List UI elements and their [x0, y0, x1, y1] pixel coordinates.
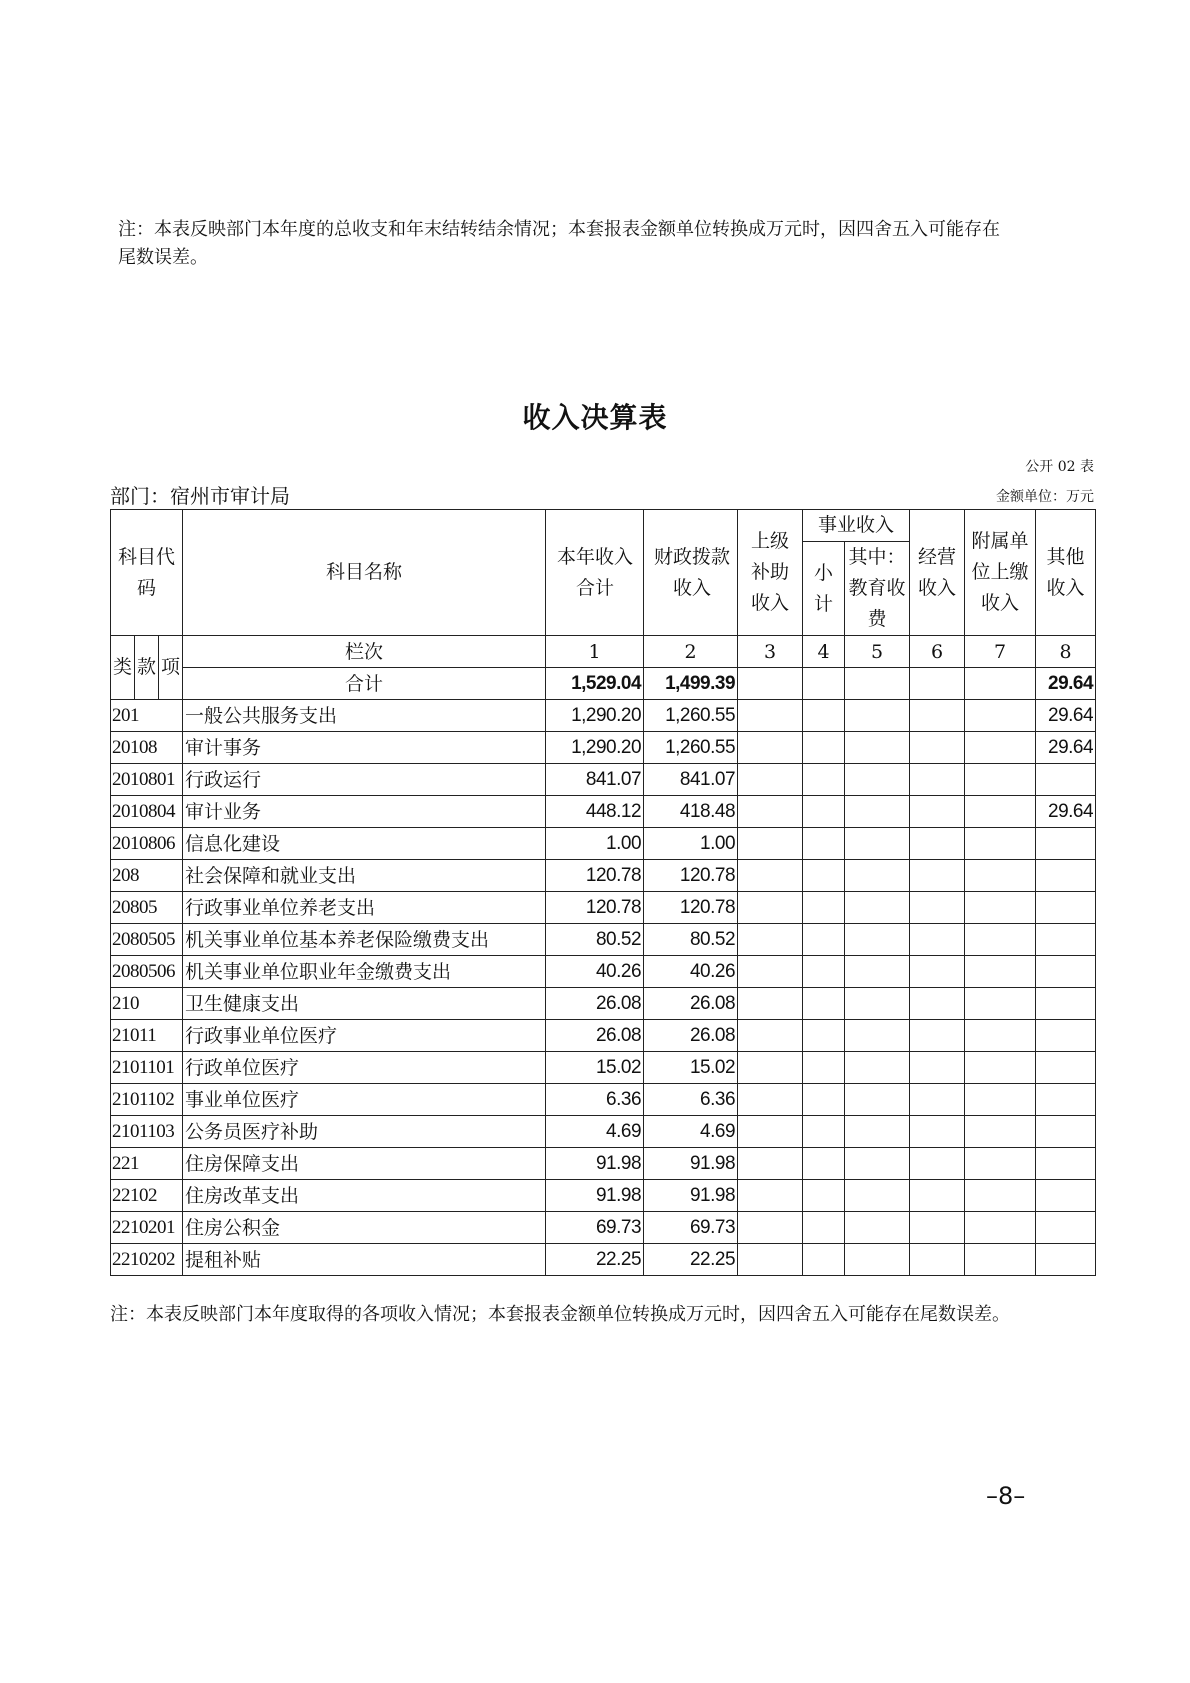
col-number-2: 2 — [644, 636, 738, 668]
table-row — [111, 1052, 1096, 1084]
row-col8 — [1036, 1084, 1096, 1116]
row-col4 — [803, 1052, 845, 1084]
row-col5 — [845, 924, 910, 956]
row-col5 — [845, 1148, 910, 1180]
table-row — [111, 700, 1096, 732]
col-number-8: 8 — [1036, 636, 1096, 668]
row-col3 — [738, 828, 803, 860]
row-col7 — [965, 700, 1036, 732]
row-col8 — [1036, 1244, 1096, 1276]
header-business: 事业收入 — [803, 510, 910, 542]
table-row — [111, 1020, 1096, 1052]
row-code: 201 — [111, 700, 183, 732]
row-col8 — [1036, 1148, 1096, 1180]
total-col7 — [965, 668, 1036, 700]
table-row — [111, 924, 1096, 956]
row-col8 — [1036, 1020, 1096, 1052]
row-col2: 841.07 — [644, 764, 738, 796]
row-col4 — [803, 1244, 845, 1276]
row-col6 — [910, 1116, 965, 1148]
row-col1: 1,290.20 — [546, 732, 644, 764]
row-col5 — [845, 1084, 910, 1116]
row-name: 行政事业单位医疗 — [183, 1020, 546, 1052]
row-col2: 418.48 — [644, 796, 738, 828]
row-col3 — [738, 764, 803, 796]
row-col6 — [910, 1180, 965, 1212]
form-number: 公开 02 表 — [1025, 459, 1094, 475]
row-code: 2080506 — [111, 956, 183, 988]
row-col5 — [845, 988, 910, 1020]
row-col6 — [910, 700, 965, 732]
row-col4 — [803, 1148, 845, 1180]
header-col8: 其他收入 — [1036, 510, 1096, 636]
row-col8 — [1036, 764, 1096, 796]
row-name: 一般公共服务支出 — [183, 700, 546, 732]
row-col2: 1,260.55 — [644, 732, 738, 764]
row-col6 — [910, 892, 965, 924]
row-col1: 69.73 — [546, 1212, 644, 1244]
row-code: 2101102 — [111, 1084, 183, 1116]
row-col8 — [1036, 1116, 1096, 1148]
table-row — [111, 892, 1096, 924]
row-col1: 91.98 — [546, 1148, 644, 1180]
income-table — [110, 509, 1096, 1276]
row-col3 — [738, 1180, 803, 1212]
table-row — [111, 764, 1096, 796]
row-col3 — [738, 1148, 803, 1180]
table-title: 收入决算表 — [522, 401, 668, 434]
header-lanci: 栏次 — [183, 636, 546, 668]
row-col7 — [965, 924, 1036, 956]
row-code: 21011 — [111, 1020, 183, 1052]
row-col8 — [1036, 892, 1096, 924]
row-code: 20805 — [111, 892, 183, 924]
row-col3 — [738, 700, 803, 732]
row-col7 — [965, 732, 1036, 764]
row-col3 — [738, 1020, 803, 1052]
table-row — [111, 1212, 1096, 1244]
row-col3 — [738, 1212, 803, 1244]
total-label: 合计 — [183, 668, 546, 700]
row-col8: 29.64 — [1036, 796, 1096, 828]
row-col1: 4.69 — [546, 1116, 644, 1148]
row-col4 — [803, 988, 845, 1020]
table-row — [111, 988, 1096, 1020]
row-col7 — [965, 860, 1036, 892]
row-col3 — [738, 924, 803, 956]
row-code: 221 — [111, 1148, 183, 1180]
row-col5 — [845, 1020, 910, 1052]
header-lei: 类 — [111, 636, 135, 700]
row-name: 事业单位医疗 — [183, 1084, 546, 1116]
row-col5 — [845, 860, 910, 892]
table-row — [111, 860, 1096, 892]
table-row — [111, 796, 1096, 828]
previous-note-line2: 尾数误差。 — [118, 247, 208, 268]
row-col8 — [1036, 860, 1096, 892]
row-col2: 40.26 — [644, 956, 738, 988]
row-col6 — [910, 796, 965, 828]
table-note: 注：本表反映部门本年度取得的各项收入情况；本套报表金额单位转换成万元时，因四舍五入可能存在尾数误差。 — [110, 1304, 1010, 1325]
row-name: 公务员医疗补助 — [183, 1116, 546, 1148]
row-col4 — [803, 1020, 845, 1052]
row-col1: 841.07 — [546, 764, 644, 796]
row-col2: 91.98 — [644, 1180, 738, 1212]
row-name: 信息化建设 — [183, 828, 546, 860]
row-col7 — [965, 1084, 1036, 1116]
row-col1: 448.12 — [546, 796, 644, 828]
total-col5 — [845, 668, 910, 700]
header-name: 科目名称 — [183, 510, 546, 636]
row-col8 — [1036, 1212, 1096, 1244]
header-col2: 财政拨款收入 — [644, 510, 738, 636]
row-code: 2010804 — [111, 796, 183, 828]
row-col8 — [1036, 956, 1096, 988]
row-col6 — [910, 988, 965, 1020]
row-col4 — [803, 892, 845, 924]
row-col7 — [965, 828, 1036, 860]
row-col7 — [965, 764, 1036, 796]
row-col6 — [910, 1052, 965, 1084]
col-number-3: 3 — [738, 636, 803, 668]
row-col8 — [1036, 988, 1096, 1020]
row-col7 — [965, 956, 1036, 988]
row-col1: 1,290.20 — [546, 700, 644, 732]
col-number-5: 5 — [845, 636, 910, 668]
row-col7 — [965, 1180, 1036, 1212]
row-col3 — [738, 956, 803, 988]
row-col8: 29.64 — [1036, 732, 1096, 764]
row-code: 2010806 — [111, 828, 183, 860]
row-col2: 22.25 — [644, 1244, 738, 1276]
row-code: 2010801 — [111, 764, 183, 796]
row-code: 2210202 — [111, 1244, 183, 1276]
row-col2: 6.36 — [644, 1084, 738, 1116]
row-col7 — [965, 1052, 1036, 1084]
row-col1: 80.52 — [546, 924, 644, 956]
row-col6 — [910, 924, 965, 956]
row-col5 — [845, 732, 910, 764]
row-col7 — [965, 988, 1036, 1020]
table-row — [111, 732, 1096, 764]
row-col6 — [910, 1148, 965, 1180]
row-col4 — [803, 732, 845, 764]
row-col6 — [910, 764, 965, 796]
row-name: 住房改革支出 — [183, 1180, 546, 1212]
row-code: 210 — [111, 988, 183, 1020]
unit-label: 金额单位：万元 — [996, 489, 1094, 505]
row-col3 — [738, 1116, 803, 1148]
row-col6 — [910, 1084, 965, 1116]
row-col2: 1,260.55 — [644, 700, 738, 732]
row-col6 — [910, 1212, 965, 1244]
header-code: 科目代码 — [111, 510, 183, 636]
row-col3 — [738, 892, 803, 924]
total-col6 — [910, 668, 965, 700]
row-col1: 22.25 — [546, 1244, 644, 1276]
row-col5 — [845, 1212, 910, 1244]
row-col1: 26.08 — [546, 988, 644, 1020]
table-row — [111, 956, 1096, 988]
header-col3: 上级补助收入 — [738, 510, 803, 636]
row-col3 — [738, 988, 803, 1020]
row-col3 — [738, 1084, 803, 1116]
header-col1: 本年收入合计 — [546, 510, 644, 636]
row-col6 — [910, 828, 965, 860]
row-col8 — [1036, 1052, 1096, 1084]
row-col3 — [738, 1244, 803, 1276]
row-col4 — [803, 1180, 845, 1212]
col-number-4: 4 — [803, 636, 845, 668]
header-col4: 小计 — [803, 542, 845, 636]
row-col4 — [803, 700, 845, 732]
row-col2: 4.69 — [644, 1116, 738, 1148]
table-row — [111, 1148, 1096, 1180]
row-col5 — [845, 956, 910, 988]
row-col4 — [803, 764, 845, 796]
row-col1: 91.98 — [546, 1180, 644, 1212]
row-col4 — [803, 956, 845, 988]
row-col4 — [803, 924, 845, 956]
row-col5 — [845, 796, 910, 828]
row-col3 — [738, 1052, 803, 1084]
row-name: 行政单位医疗 — [183, 1052, 546, 1084]
previous-table-note — [118, 216, 1098, 272]
table-row — [111, 1116, 1096, 1148]
row-code: 22102 — [111, 1180, 183, 1212]
row-col4 — [803, 1116, 845, 1148]
row-name: 卫生健康支出 — [183, 988, 546, 1020]
header-kuan: 款 — [135, 636, 159, 700]
row-col2: 91.98 — [644, 1148, 738, 1180]
header-col5: 其中：教育收费 — [845, 542, 910, 636]
row-col1: 120.78 — [546, 892, 644, 924]
row-col2: 15.02 — [644, 1052, 738, 1084]
row-col4 — [803, 1212, 845, 1244]
row-col2: 80.52 — [644, 924, 738, 956]
row-code: 2210201 — [111, 1212, 183, 1244]
total-col2: 1,499.39 — [644, 668, 738, 700]
row-name: 提租补贴 — [183, 1244, 546, 1276]
row-col8 — [1036, 924, 1096, 956]
row-name: 机关事业单位职业年金缴费支出 — [183, 956, 546, 988]
row-name: 住房保障支出 — [183, 1148, 546, 1180]
previous-note-line1: 注：本表反映部门本年度的总收支和年末结转结余情况；本套报表金额单位转换成万元时，因四舍五入可能存在 — [118, 219, 1000, 240]
page-number: –8– — [986, 1482, 1026, 1510]
row-col3 — [738, 860, 803, 892]
row-col5 — [845, 828, 910, 860]
total-row — [111, 668, 1096, 700]
row-col4 — [803, 828, 845, 860]
row-code: 208 — [111, 860, 183, 892]
row-col7 — [965, 1148, 1036, 1180]
row-code: 2080505 — [111, 924, 183, 956]
row-col7 — [965, 892, 1036, 924]
department-label: 部门：宿州市审计局 — [110, 484, 290, 508]
col-number-7: 7 — [965, 636, 1036, 668]
total-col3 — [738, 668, 803, 700]
total-col1: 1,529.04 — [546, 668, 644, 700]
row-col5 — [845, 1116, 910, 1148]
row-col8 — [1036, 1180, 1096, 1212]
col-number-1: 1 — [546, 636, 644, 668]
row-col7 — [965, 796, 1036, 828]
row-col5 — [845, 1052, 910, 1084]
row-col2: 69.73 — [644, 1212, 738, 1244]
row-code: 2101101 — [111, 1052, 183, 1084]
row-col2: 26.08 — [644, 988, 738, 1020]
row-name: 行政运行 — [183, 764, 546, 796]
row-col1: 1.00 — [546, 828, 644, 860]
row-name: 社会保障和就业支出 — [183, 860, 546, 892]
total-col8: 29.64 — [1036, 668, 1096, 700]
row-col4 — [803, 1084, 845, 1116]
row-col8: 29.64 — [1036, 700, 1096, 732]
row-col8 — [1036, 828, 1096, 860]
row-col4 — [803, 796, 845, 828]
row-name: 机关事业单位基本养老保险缴费支出 — [183, 924, 546, 956]
row-col6 — [910, 1020, 965, 1052]
row-col2: 120.78 — [644, 892, 738, 924]
row-col1: 6.36 — [546, 1084, 644, 1116]
table-row — [111, 1180, 1096, 1212]
row-col6 — [910, 860, 965, 892]
row-name: 住房公积金 — [183, 1212, 546, 1244]
row-col1: 40.26 — [546, 956, 644, 988]
col-number-6: 6 — [910, 636, 965, 668]
row-col4 — [803, 860, 845, 892]
row-col6 — [910, 1244, 965, 1276]
row-col2: 120.78 — [644, 860, 738, 892]
row-name: 审计事务 — [183, 732, 546, 764]
header-xiang: 项 — [159, 636, 183, 700]
row-col5 — [845, 764, 910, 796]
row-col1: 15.02 — [546, 1052, 644, 1084]
row-col1: 120.78 — [546, 860, 644, 892]
row-name: 行政事业单位养老支出 — [183, 892, 546, 924]
row-name: 审计业务 — [183, 796, 546, 828]
header-col6: 经营收入 — [910, 510, 965, 636]
row-col7 — [965, 1116, 1036, 1148]
row-col6 — [910, 732, 965, 764]
table-row — [111, 1084, 1096, 1116]
table-row — [111, 1244, 1096, 1276]
row-code: 20108 — [111, 732, 183, 764]
row-col7 — [965, 1212, 1036, 1244]
row-col7 — [965, 1244, 1036, 1276]
row-col1: 26.08 — [546, 1020, 644, 1052]
row-col5 — [845, 700, 910, 732]
row-col5 — [845, 892, 910, 924]
row-col2: 26.08 — [644, 1020, 738, 1052]
row-col7 — [965, 1020, 1036, 1052]
row-col3 — [738, 732, 803, 764]
row-col3 — [738, 796, 803, 828]
row-col5 — [845, 1180, 910, 1212]
row-col5 — [845, 1244, 910, 1276]
row-col6 — [910, 956, 965, 988]
total-col4 — [803, 668, 845, 700]
row-code: 2101103 — [111, 1116, 183, 1148]
table-row — [111, 828, 1096, 860]
header-col7: 附属单位上缴收入 — [965, 510, 1036, 636]
row-col2: 1.00 — [644, 828, 738, 860]
